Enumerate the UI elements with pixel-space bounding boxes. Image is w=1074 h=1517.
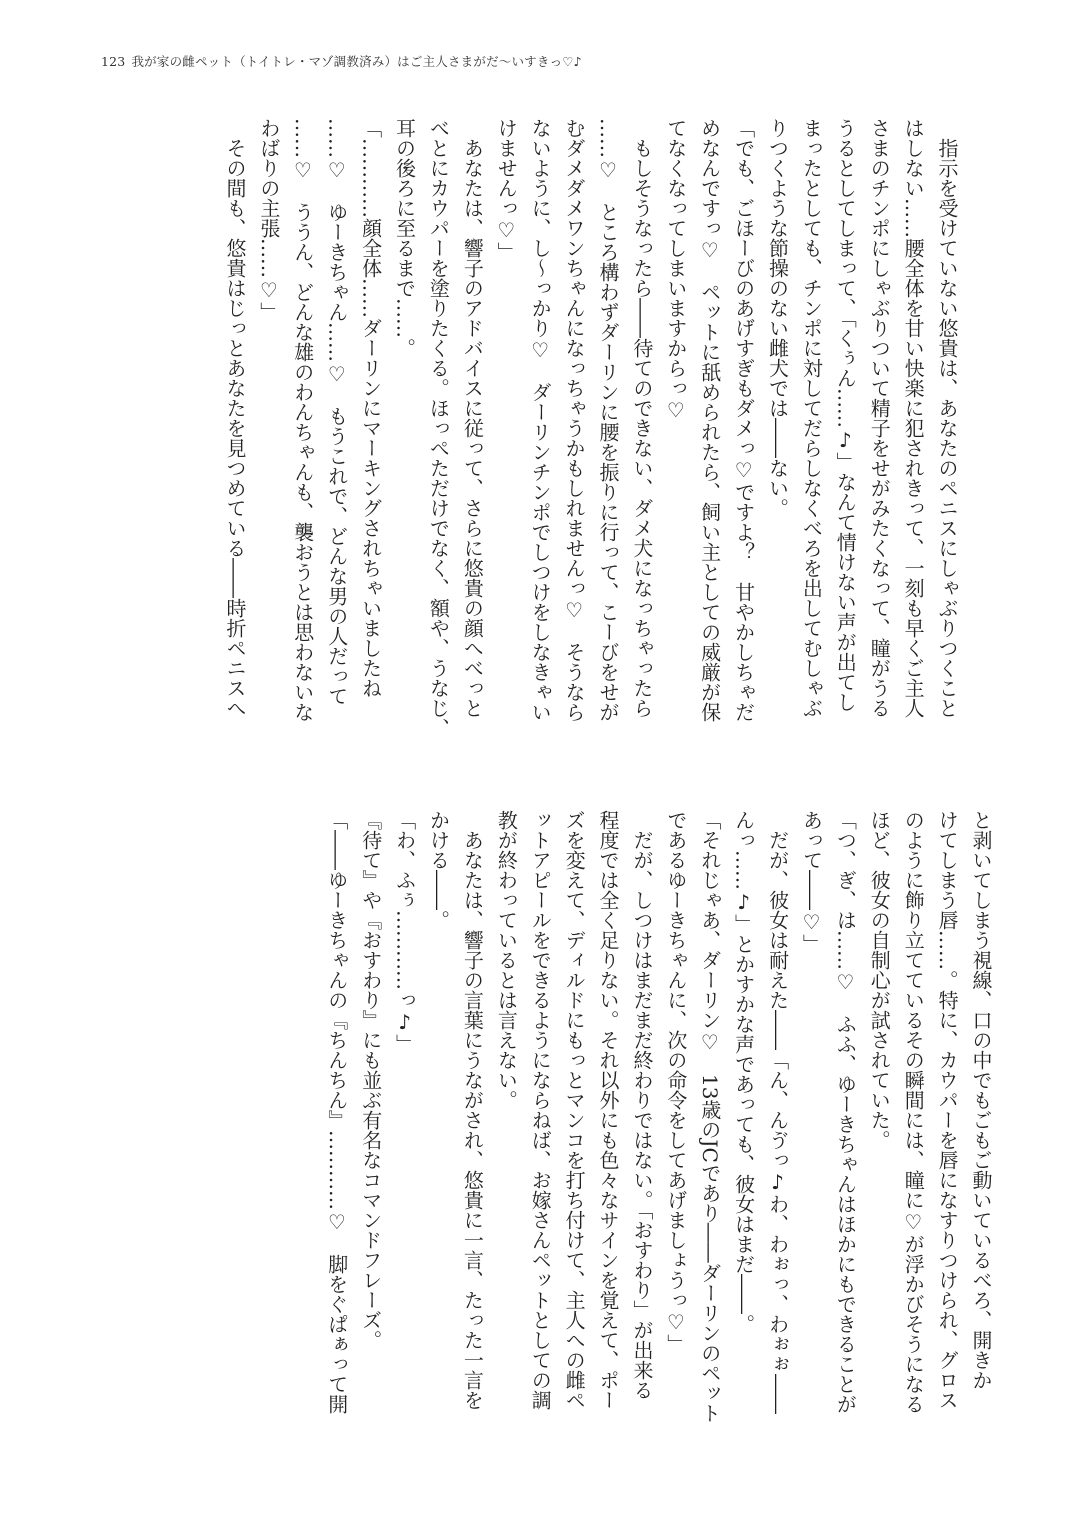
text-line: あなたは、響子の言葉にうながされ、悠貴に一言、たった一言を <box>460 810 485 1410</box>
text-line: 程度では全く足りない。それ以外にも色々なサインを覚えて、ポー <box>596 810 621 1410</box>
text-line: 『待て』や『おすわり』にも並ぶ有名なコマンドフレーズ。 <box>358 810 383 1350</box>
text-line: りつくような節操のない雌犬では――ない。 <box>765 118 790 518</box>
text-line: てなくなってしまいますからっ♡ <box>663 118 688 422</box>
text-line: 「――ゆーきちゃんの『ちんちん』…………♡ 脚をぐぱぁって開 <box>324 810 349 1414</box>
text-line: だが、しつけはまだまだ終わりではない。「おすわり」が出来る <box>629 810 654 1400</box>
text-line: はしない……腰全体を甘い快楽に犯されきって、一刻も早くご主人 <box>901 118 926 718</box>
text-line: かける――。 <box>426 810 451 930</box>
text-line: 指示を受けていない悠貴は、あなたのペニスにしゃぶりつくこと <box>935 118 959 718</box>
text-line: んっ……♪」とかすかな声であっても、彼女はまだ――。 <box>731 810 756 1334</box>
text-line: 「…………顔全体……ダーリンにマーキングされちゃいましたね <box>358 118 383 698</box>
text-line: もしそうなったら――待てのできない、ダメ犬になっちゃったら <box>629 118 654 718</box>
text-line: べとにカウパーを塗りたくる。ほっぺただけでなく、額や、うなじ、 <box>426 118 451 738</box>
text-line: 「それじゃあ、ダーリン♡ 13歳のJCであり――ダーリンのペット <box>697 810 722 1423</box>
text-line: ……♡ ゆーきちゃん……♡ もうこれで、どんな男の人だって <box>324 118 349 706</box>
text-line: 教が終わっているとは言えない。 <box>494 810 519 1110</box>
text-line: 「わ、ふぅ…………っ♪」 <box>392 810 417 1054</box>
running-header <box>101 52 582 70</box>
text-line: 「つ、ぎ、は……♡ ふふ、ゆーきちゃんはほかにもできることが <box>833 810 858 1414</box>
text-line: ……♡ ううん、どんな雄のわんちゃんも、襲おうとは思わないな <box>290 118 315 722</box>
text-line: さまのチンポにしゃぶりついて精子をせがみたくなって、瞳がうる <box>867 118 892 718</box>
text-line: まったとしても、チンポに対してだらしなくべろを出してむしゃぶ <box>799 118 824 718</box>
text-line: ほど、彼女の自制心が試されていた。 <box>867 810 892 1150</box>
text-line: けませんっ♡」 <box>494 118 519 262</box>
lower-text-block <box>319 810 997 1423</box>
upper-text-block <box>217 118 963 738</box>
text-line: わばりの主張……♡」 <box>256 118 281 322</box>
book-title: 我が家の雌ペット（トイトレ・マゾ調教済み）はご主人さまがだ〜いすきっ♡♪ <box>131 54 582 69</box>
text-line: あなたは、響子のアドバイスに従って、さらに悠貴の顔へべっと <box>460 118 485 718</box>
text-line: であるゆーきちゃんに、次の命令をしてあげましょうっ♡」 <box>663 810 688 1354</box>
text-line: めなんですっ♡ ペットに舐められたら、飼い主としての威厳が保 <box>697 118 722 722</box>
page-number: 123 <box>101 54 126 69</box>
text-line: その間も、悠貴はじっとあなたを見つめている――時折ペニスへ <box>222 118 247 718</box>
text-line: のように飾り立てているその瞬間には、瞳に♡が浮かびそうになる <box>901 810 926 1414</box>
text-line: けてしまう唇……。特に、カウパーを唇になすりつけられ、グロス <box>935 810 960 1410</box>
text-line: と剥いてしまう視線、口の中でもごもご動いているべろ、開きか <box>969 810 993 1390</box>
text-line: ないように、し〜っかり♡ ダーリンチンポでしつけをしなきゃい <box>528 118 553 722</box>
text-line: ットアピールをできるようにならねば、お嫁さんペットとしての調 <box>528 810 553 1410</box>
text-line: だが、彼女は耐えた――「ん、んゔっ♪わ、わぉっ、わぉぉ―― <box>765 810 790 1414</box>
text-line: うるとしてしまって、「くぅん……♪」なんて情けない声が出てし <box>833 118 858 712</box>
text-line: 「でも、ごほーびのあげすぎもダメっ♡ですよ？ 甘やかしちゃだ <box>731 118 756 722</box>
text-line: 耳の後ろに至るまで……。 <box>392 118 417 358</box>
text-line: ズを変えて、ディルドにもっとマンコを打ち付けて、主人への雌ペ <box>562 810 587 1410</box>
text-line: ……♡ ところ構わずダーリンに腰を振りに行って、こーびをせが <box>595 118 620 722</box>
text-line: あって――♡」 <box>799 810 824 954</box>
text-line: むダメダメワンちゃんになっちゃうかもしれませんっ♡ そうなら <box>562 118 587 722</box>
